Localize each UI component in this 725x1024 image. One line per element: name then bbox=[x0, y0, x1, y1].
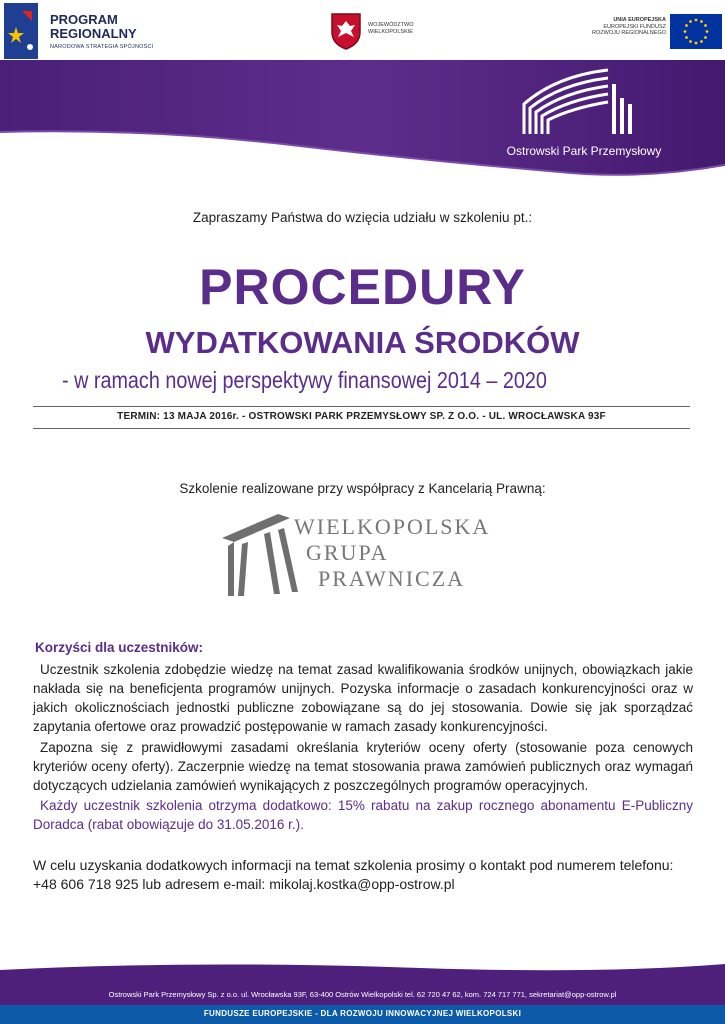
program-regionalny-line1: PROGRAM bbox=[50, 12, 118, 27]
opp-name: Ostrowski Park Przemysłowy bbox=[506, 144, 662, 158]
invitation-text: Zapraszamy Państwa do wzięcia udziału w szkoleniu pt.: bbox=[192, 210, 533, 225]
footer-slogan: FUNDUSZE EUROPEJSKIE - DLA ROZWOJU INNOWACYJNEJ WIELKOPOLSKI bbox=[203, 1009, 522, 1018]
eu-logo bbox=[560, 14, 722, 50]
wgp-line2: GRUPA bbox=[306, 540, 389, 565]
footer-band bbox=[0, 962, 725, 1007]
wgp-line3: PRAWNICZA bbox=[318, 566, 466, 591]
program-regionalny-name bbox=[50, 13, 160, 41]
wielkopolska-grupa-prawnicza-logo bbox=[220, 508, 510, 600]
training-title: PROCEDURY bbox=[199, 259, 526, 315]
footer-address: Ostrowski Park Przemysłowy Sp. z o.o. ul. Wrocławska 93F, 63-400 Ostrów Wielkopolski tel. 62 720 47 62, kom. 724 717 771, sekretariat@opp-ostrow.pl bbox=[108, 990, 617, 999]
eu-text bbox=[560, 17, 666, 37]
opp-building-icon bbox=[516, 64, 636, 139]
program-regionalny-mark-icon bbox=[4, 3, 38, 59]
training-tagline: - w ramach nowej perspektywy finansowej 2014 – 2020 bbox=[62, 367, 547, 393]
wgp-line1: WIELKOPOLSKA bbox=[294, 514, 491, 539]
wielkopolskie-line2: WIELKOPOLSKIE bbox=[368, 29, 413, 35]
wielkopolskie-logo bbox=[330, 12, 440, 52]
benefits-bonus-paragraph: Każdy uczestnik szkolenia otrzyma dodatkowo: 15% rabatu na zakup rocznego abonamentu E-Publiczny Doradca (rabat obowiązuje do 31.05.2016 r.). bbox=[33, 798, 693, 832]
divider-top bbox=[33, 406, 690, 407]
program-regionalny-line2: REGIONALNY bbox=[50, 26, 137, 41]
benefits-heading: Korzyści dla uczestników: bbox=[35, 640, 204, 655]
eu-line1: UNIA EUROPEJSKA bbox=[613, 17, 666, 23]
training-date-location: TERMIN: 13 MAJA 2016r. - OSTROWSKI PARK PRZEMYSŁOWY SP. Z O.O. - UL. WROCŁAWSKA 93F bbox=[117, 411, 606, 422]
benefits-paragraph-2: Zapozna się z prawidłowymi zasadami określania kryteriów oceny oferty (stosowanie poza cenowych kryteriów oceny oferty). Zaczerpnie wiedzę na temat stosowania prawa zamówień publicznych oraz wymagań dotyczących udzielania zamówień wynikających z poszczególnych programów operacyjnych. bbox=[33, 740, 693, 793]
divider-bottom bbox=[33, 428, 690, 429]
wielkopolska-crest-icon bbox=[330, 12, 362, 50]
program-regionalny-logo bbox=[4, 3, 174, 59]
wielkopolskie-text bbox=[368, 22, 438, 36]
wielkopolskie-line1: WOJEWÓDZTWO bbox=[368, 22, 414, 28]
wgp-table-icon bbox=[220, 508, 300, 600]
eu-line2: EUROPEJSKI FUNDUSZ bbox=[603, 23, 666, 30]
benefits-paragraph-1: Uczestnik szkolenia zdobędzie wiedzę na temat zasad kwalifikowania środków unijnych, obowiązkach jakie nakłada się na beneficjenta programów unijnych. Pozyska informacje o zasadach konkurencyjności oraz w jakich okolicznościach jednostki publiczne zobowiązane są do jej stosowania. Dowie się jak sporządzać zapytania ofertowe oraz prowadzić postępowanie w ramach zasady konkurencyjności. bbox=[33, 662, 693, 734]
cooperation-text: Szkolenie realizowane przy współpracy z Kancelarią Prawną: bbox=[179, 481, 546, 496]
program-regionalny-subtitle: NARODOWA STRATEGIA SPÓJNOŚCI bbox=[50, 44, 154, 50]
opp-logo bbox=[486, 64, 676, 174]
eu-line3: ROZWOJU REGIONALNEGO bbox=[592, 30, 666, 36]
training-subtitle: WYDATKOWANIA ŚRODKÓW bbox=[145, 325, 580, 360]
eu-flag-icon bbox=[670, 14, 722, 49]
logo-strip bbox=[0, 0, 725, 64]
contact-info: W celu uzyskania dodatkowych informacji na temat szkolenia prosimy o kontakt pod numerem telefonu: +48 606 718 925 lub adresem e-mail: mikolaj.kostka@opp-ostrow.pl bbox=[33, 857, 674, 892]
